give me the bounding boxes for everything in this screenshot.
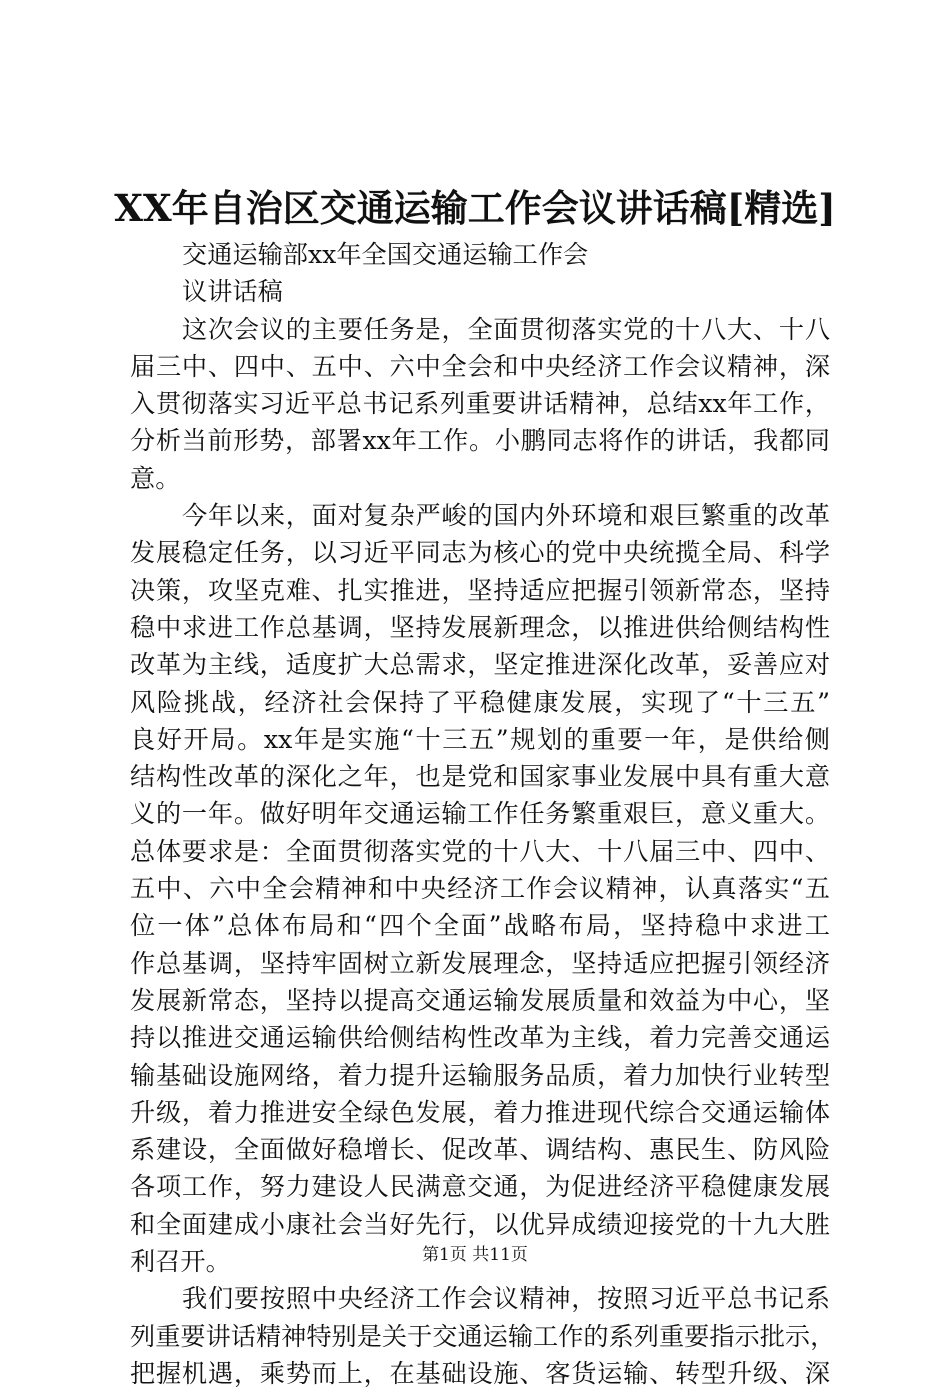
page-footer: 第1页 共11页 [422, 1245, 528, 1265]
text-line: 发展稳定任务，以习近平同志为核心的党中央统揽全局、科学 [130, 538, 830, 568]
text-line: 良好开局。xx年是实施“十三五”规划的重要一年，是供给侧 [130, 724, 830, 754]
text-line: 届三中、四中、五中、六中全会和中央经济工作会议精神，深 [130, 351, 830, 381]
text-line: 输基础设施网络，着力提升运输服务品质，着力加快行业转型 [130, 1060, 830, 1090]
text-line: 位一体”总体布局和“四个全面”战略布局，坚持稳中求进工 [130, 911, 830, 941]
text-line: 把握机遇，乘势而上，在基础设施、客货运输、转型升级、深 [130, 1358, 830, 1388]
text-line: 改革为主线，适度扩大总需求，坚定推进深化改革，妥善应对 [130, 650, 830, 680]
text-line: 升级，着力推进安全绿色发展，着力推进现代综合交通运输体 [130, 1097, 830, 1127]
text-line: 各项工作，努力建设人民满意交通，为促进经济平稳健康发展 [130, 1172, 830, 1202]
text-line: 作总基调，坚持牢固树立新发展理念，坚持适应把握引领经济 [130, 948, 830, 978]
document-body [130, 236, 836, 1392]
text-line: 分析当前形势，部署xx年工作。小鹏同志将作的讲话，我都同 [130, 426, 830, 456]
text-line: 系建设，全面做好稳增长、促改革、调结构、惠民生、防风险 [130, 1135, 830, 1165]
text-line: 决策，攻坚克难、扎实推进，坚持适应把握引领新常态，坚持 [130, 575, 830, 605]
text-line: 交通运输部xx年全国交通运输工作会 [182, 240, 589, 269]
text-line: 发展新常态，坚持以提高交通运输发展质量和效益为中心，坚 [130, 985, 830, 1015]
text-line: 今年以来，面对复杂严峻的国内外环境和艰巨繁重的改革 [182, 501, 830, 531]
text-line: 我们要按照中央经济工作会议精神，按照习近平总书记系 [182, 1284, 830, 1314]
text-line: 持以推进交通运输供给侧结构性改革为主线，着力完善交通运 [130, 1023, 830, 1053]
text-line: 列重要讲话精神特别是关于交通运输工作的系列重要指示批示， [130, 1321, 836, 1351]
text-line: 入贯彻落实习近平总书记系列重要讲话精神，总结xx年工作， [130, 389, 830, 419]
text-line: 风险挑战，经济社会保持了平稳健康发展，实现了“十三五” [130, 687, 830, 717]
text-line: 五中、六中全会精神和中央经济工作会议精神，认真落实“五 [130, 874, 830, 904]
text-line: 议讲话稿 [182, 277, 283, 307]
document-title: XX年自治区交通运输工作会议讲话稿[精选] [114, 186, 836, 230]
text-line: 结构性改革的深化之年，也是党和国家事业发展中具有重大意 [130, 762, 830, 792]
text-line: 和全面建成小康社会当好先行，以优异成绩迎接党的十九大胜 [130, 1209, 830, 1239]
text-line: 义的一年。做好明年交通运输工作任务繁重艰巨，意义重大。 [130, 799, 830, 829]
text-line: 这次会议的主要任务是，全面贯彻落实党的十八大、十八 [182, 314, 830, 344]
text-line: 意。 [130, 463, 181, 493]
text-line: 总体要求是：全面贯彻落实党的十八大、十八届三中、四中、 [130, 836, 830, 866]
text-line: 稳中求进工作总基调，坚持发展新理念，以推进供给侧结构性 [130, 612, 830, 642]
text-line: 利召开。 [130, 1247, 231, 1277]
